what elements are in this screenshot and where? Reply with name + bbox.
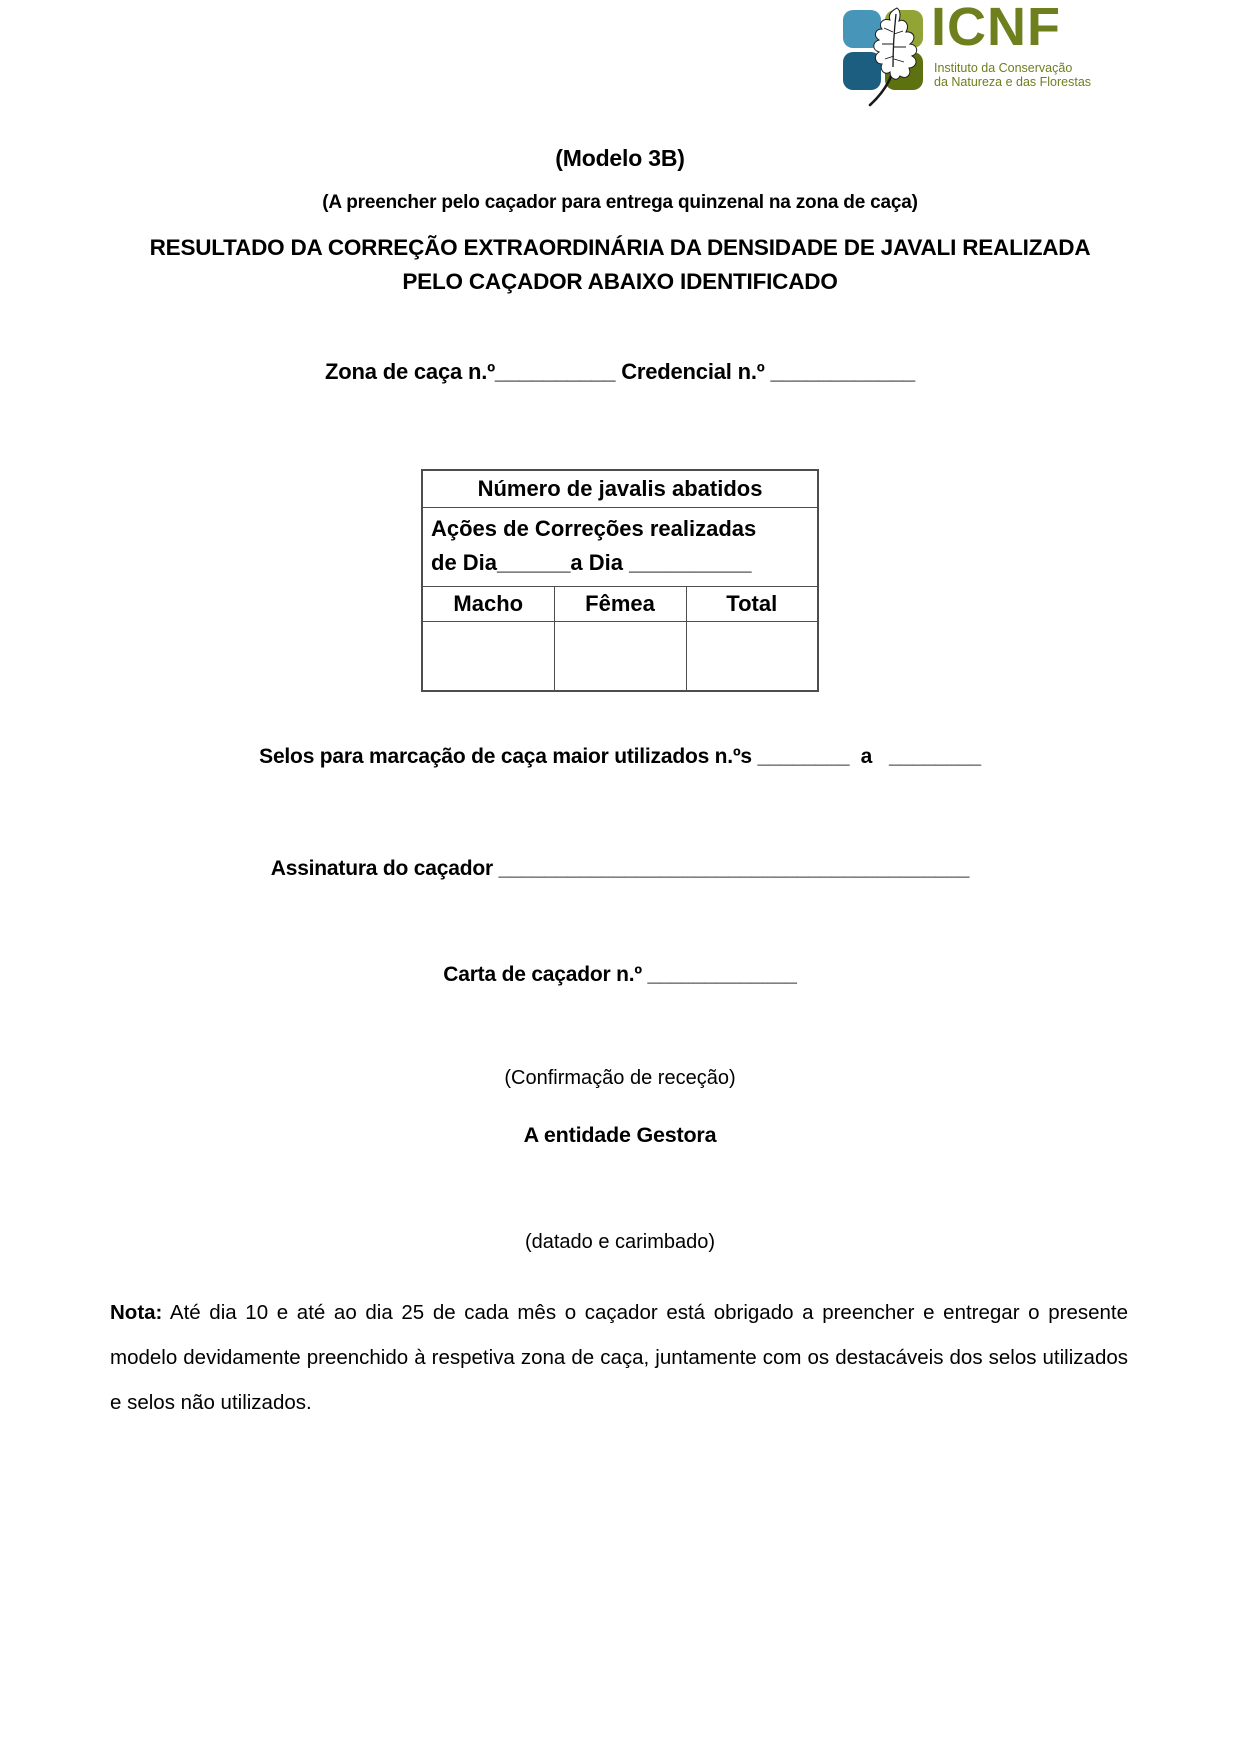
model-title: (Modelo 3B): [555, 145, 685, 171]
entidade-gestora-title: A entidade Gestora: [523, 1123, 717, 1147]
confirmacao-note: (Confirmação de receção): [504, 1067, 736, 1089]
column-header-femea: Fêmea: [554, 587, 686, 622]
table-title-cell: Número de javalis abatidos: [422, 470, 818, 508]
nota-label: Nota:: [110, 1301, 163, 1324]
macho-value-cell: [422, 622, 554, 692]
table-actions-cell: [422, 508, 818, 587]
form-main-title: RESULTADO DA CORREÇÃO EXTRAORDINÁRIA DA DENSIDADE DE JAVALI REALIZADA PELO CAÇADOR ABAIXO IDENTIFICADO: [149, 235, 1091, 294]
column-header-macho: Macho: [422, 587, 554, 622]
javali-count-table: [421, 469, 819, 692]
column-header-total: Total: [686, 587, 818, 622]
logo-subtitle-line1: Instituto da Conservação: [934, 61, 1073, 75]
nota-paragraph: [110, 1290, 1128, 1425]
nota-text: Até dia 10 e até ao dia 25 de cada mês o caçador está obrigado a preencher e entregar o presente modelo devidamente preenchido à respetiva zona de caça, juntamente com os destacáveis dos selos utilizados e selos não utilizados.: [110, 1301, 1128, 1414]
carta-line: Carta de caçador n.º _____________: [443, 963, 797, 986]
logo-acronym: ICNF: [931, 0, 1061, 57]
logo-subtitle: [934, 62, 1091, 89]
datado-carimbado-note: (datado e carimbado): [524, 1231, 716, 1253]
table-actions-line2: de Dia______a Dia __________: [431, 550, 752, 575]
assinatura-line: Assinatura do caçador _________________________________________: [270, 857, 970, 880]
icnf-logo-mark: [835, 4, 935, 109]
form-usage-instruction: (A preencher pelo caçador para entrega quinzenal na zona de caça): [322, 192, 918, 213]
femea-value-cell: [554, 622, 686, 692]
selos-line: Selos para marcação de caça maior utilizados n.ºs ________ a ________: [259, 745, 981, 768]
zona-credencial-line: Zona de caça n.º__________ Credencial n.º ____________: [325, 359, 915, 384]
total-value-cell: [686, 622, 818, 692]
logo-subtitle-line2: da Natureza e das Florestas: [934, 74, 1092, 89]
table-actions-line1: Ações de Correções realizadas: [431, 516, 757, 541]
